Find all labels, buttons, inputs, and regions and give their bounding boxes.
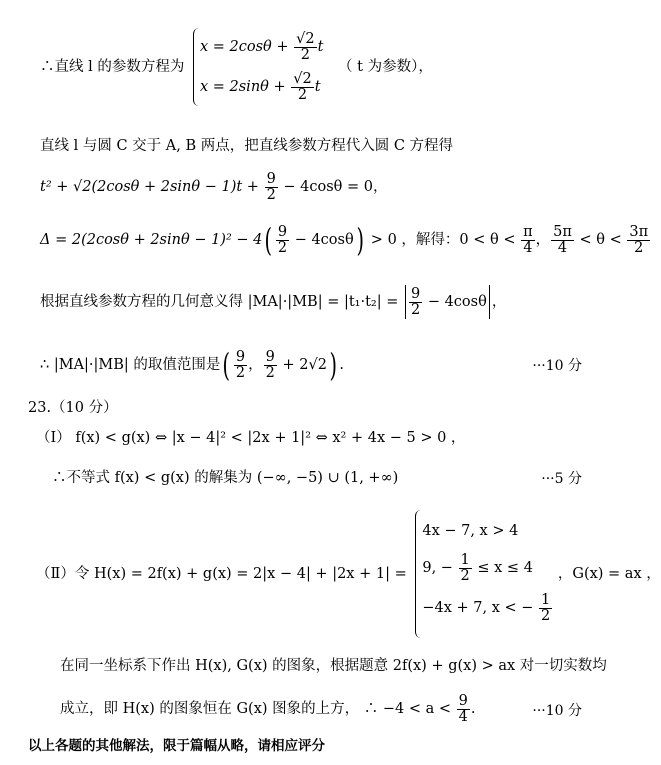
param-eq-y: x = 2sinθ + $\frac{√2}{2}$ t [199, 70, 321, 103]
question-23-header: 23.（10 分） [28, 400, 118, 416]
piecewise-definition: （Ⅱ）令 H(x) = 2f(x) + g(x) = 2|x − 4| + |2x + 1| = 4x − 7, x > 4 9, − $\frac{1}{2}$ ≤ x ≤ 4 −4x + 7, x < − $\frac{1}{2}$ ，G(x) = ax ， [36, 510, 661, 638]
param-note: （ t 为参数）， [338, 59, 433, 75]
piece-2: 9, − $\frac{1}{2}$ ≤ x ≤ 4 [422, 551, 533, 584]
param-eq-x: x = 2cosθ + $\frac{√2}{2}$ t [199, 30, 324, 63]
part-1-solution-set: ∴不等式 f(x) < g(x) 的解集为 (−∞, −5) ∪ (1, +∞) [52, 470, 399, 486]
therefore-text: ∴直线 l 的参数方程为 [40, 59, 185, 75]
piecewise-brace [415, 510, 553, 638]
intersection-text: 直线 l 与圆 C 交于 A, B 两点，把直线参数方程代入圆 C 方程得 [40, 138, 454, 154]
discriminant-line: Δ = 2(2cosθ + 2sinθ − 1)² − 4( $\frac{9}{2}$ − 4cosθ) > 0 ，解得：0 < θ < $\frac{\pi}{4}$ ， $\frac{5\pi}{4}$ < θ < $\frac{3\pi}{2}$ [40, 221, 649, 259]
score-5: ···5 分 [541, 471, 582, 487]
graph-statement: 在同一坐标系下作出 H(x), G(x) 的图象，根据题意 2f(x) + g(x) > ax 对一切实数均 [60, 658, 607, 674]
piece-1: 4x − 7, x > 4 [422, 523, 519, 539]
footer-note: 以上各题的其他解法，限于篇幅从略，请相应评分 [28, 738, 325, 754]
param-system-brace [193, 28, 323, 106]
score-10-b: ···10 分 [532, 703, 582, 719]
param-equation-line [40, 28, 433, 106]
range-line: ∴ |MA|·|MB| 的取值范围是( $\frac{9}{2}$ ， $\frac{9}{2}$ + 2√2) . [40, 346, 345, 384]
score-10-a: ···10 分 [532, 358, 582, 374]
part-1-equivalence: （Ⅰ） f(x) < g(x) ⇔ |x − 4|² < |2x + 1|² ⇔ x² + 4x − 5 > 0 ， [36, 430, 466, 446]
piece-3: −4x + 7, x < − $\frac{1}{2}$ [422, 591, 551, 624]
conclusion-line: 成立，即 H(x) 的图象恒在 G(x) 图象的上方， ∴ −4 < a < $\frac{9}{4}$ . [60, 692, 476, 725]
quadratic-equation: t² + √2(2cosθ + 2sinθ − 1)t + $\frac{9}{2}$ − 4cosθ = 0， [40, 170, 388, 203]
geometric-meaning-line: 根据直线参数方程的几何意义得 |MA|·|MB| = |t₁·t₂| = $\frac{9}{2}$ − 4cosθ ， [40, 285, 507, 318]
